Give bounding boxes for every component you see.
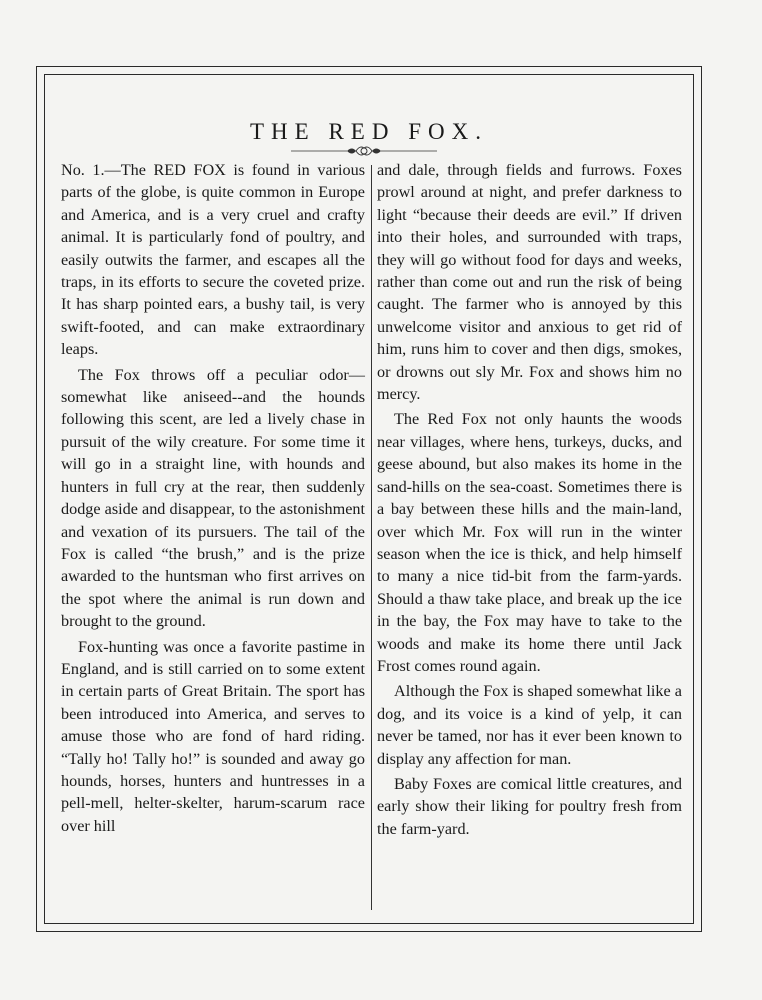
column-divider xyxy=(371,165,372,910)
article-paragraph: Baby Foxes are comical little creatures, and early show their liking for poultry fresh from the farm-yard. xyxy=(377,774,682,838)
article-paragraph: Fox-hunting was once a favorite pastime in England, and is still carried on to some extent in certain parts of Great Britain. The sport has been introduced into America, and serves to amuse those who are fond of hard riding. “Tally ho! Tally ho!” is sounded and away go hounds, horses, hunters and huntresses in a pell-mell, helter-skelter, harum-scarum race over hill xyxy=(61,637,365,835)
article-paragraph: The Red Fox not only haunts the woods near villages, where hens, turkeys, ducks, and geese abound, but also makes its home in the sand-hills on the sea-coast. Sometimes there is a bay between these hills and the main-land, over which Mr. Fox will run in the winter season when the ice is thick, and help himself to many a nice tid-bit from the farm-yards. Should a thaw take place, and break up the ice in the bay, the Fox may have to take to the woods and make its home there until Jack Frost comes round again. xyxy=(377,410,682,675)
article-paragraph: The Fox throws off a peculiar odor—somewhat like aniseed--and the hounds following this scent, are led a lively chase in pursuit of the wily creature. For some time it will go in a straight line, with hounds and hunters in full cry at the rear, then suddenly dodge aside and disappear, to the astonishment and vexation of its pursuers. The tail of the Fox is called “the brush,” and is the prize awarded to the huntsman who first arrives on the spot where the animal is run down and brought to the ground. xyxy=(61,365,365,631)
article-paragraph: No. 1.—The RED FOX is found in various parts of the globe, is quite common in Europe and America, and is a very cruel and crafty animal. It is particularly fond of poultry, and easily outwits the farmer, and escapes all the traps, in its efforts to secure the coveted prize. It has sharp pointed ears, a bushy tail, is very swift-footed, and can make extraordinary leaps. xyxy=(61,161,365,359)
page-title: THE RED FOX. xyxy=(250,119,488,145)
article-column-left xyxy=(61,159,365,837)
article-paragraph: and dale, through fields and furrows. Foxes prowl around at night, and prefer darkness to light “because their deeds are evil.” If driven into their holes, and surrounded with traps, they will go without food for days and weeks, rather than come out and run the risk of being caught. The farmer who is annoyed by this unwelcome visitor and anxious to get rid of him, runs him to cover and then digs, smokes, or drowns out sly Mr. Fox and shows him no mercy. xyxy=(377,161,682,404)
article-column-right xyxy=(377,159,682,840)
article-paragraph: Although the Fox is shaped somewhat like a dog, and its voice is a kind of yelp, it can never be tamed, nor has it ever been known to display any affection for man. xyxy=(377,682,682,768)
decorative-flourish-icon xyxy=(289,143,439,159)
